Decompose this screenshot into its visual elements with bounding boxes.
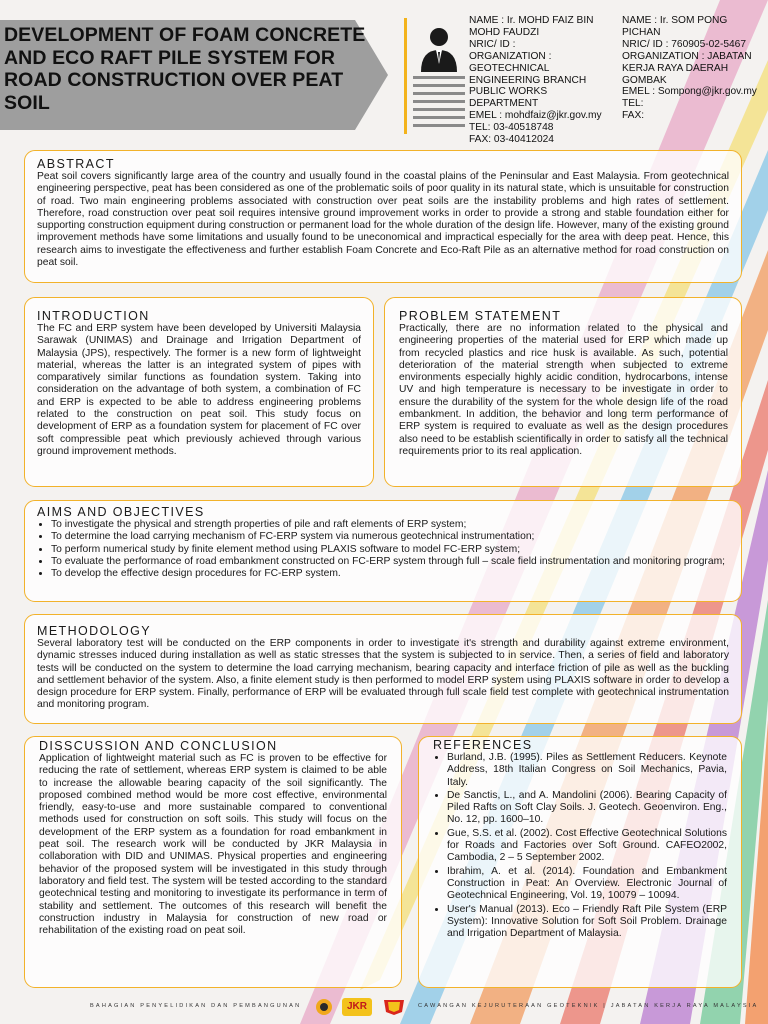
contact-email[interactable]: EMEL : mohdfaiz@jkr.gov.my (469, 110, 602, 122)
list-item: • Ibrahim, A. et al. (2014). Foundation and Embankment Construction in Peat: An Overview. Electronic Journal of Geotechnical Engineering, Vol. 19, 10079 – 10094. (447, 866, 727, 903)
list-item: • User's Manual (2013). Eco – Friendly Raft Pile System (ERP System): Innovative Solution for Soft Soil Problem. Drainage and Irrigation Department of Malaysia. (447, 904, 727, 941)
contact-line: PUBLIC WORKS (469, 86, 548, 98)
contact-line: MOHD FAUDZI (469, 26, 540, 38)
list-item: • De Sanctis, L., and A. Mandolini (2006). Bearing Capacity of Piled Rafts on Soft Clay Soils. J. Geotech. Geoenviron. Eng., No. 12, pp. 1600–10. (447, 790, 727, 827)
footer (0, 996, 768, 1020)
discussion-section (24, 736, 402, 988)
contact-line: NAME : Ir. SOM PONG (622, 15, 728, 26)
section-heading: DISSCUSSION AND CONCLUSION (39, 739, 278, 753)
decorative-lines (413, 76, 465, 132)
title-banner (0, 20, 388, 130)
list-item: • Gue, S.S. et al. (2002). Cost Effective Geotechnical Solutions for Roads and Factories over Soft Ground. CAFEO2002, Cambodia, 2 – 5 September 2002. (447, 828, 727, 865)
contact-line: PICHAN (622, 26, 661, 38)
contact-line: NRIC/ ID : 760905-02-5467 (622, 38, 747, 50)
jkr-logo-text: JKR (346, 1001, 367, 1012)
footer-right-text: CAWANGAN KEJURUTERAAN GEOTEKNIK | JABATAN KERJA RAYA MALAYSIA (418, 1003, 759, 1009)
problem-statement-section (384, 297, 742, 487)
methodology-text: Several laboratory test will be conducted on the ERP components in order to investigate it's strength and durability against extreme environment, dynamic stresses induced during installation as well as static stresses that the system is subjected to in service. Then, a series of field and laboratory tests will be conducted on the system to determine the load carrying mechanism, bearing capacity and interface friction of pile as well as the buckling and settlement behavior of the system. Also, a finite element study is then performed to model ERP system using PLAXIS software in order to develop a design procedure for ERP system. Finally, performance of ERP will be evaluated through full scale field test complete with geotechnical instrumentation and monitoring program. (37, 638, 729, 711)
section-heading: ABSTRACT (37, 157, 115, 171)
methodology-section (24, 614, 742, 724)
contact-line: DEPARTMENT (469, 98, 539, 110)
contact-line: TEL: (622, 98, 644, 110)
list-item: • To investigate the physical and strength properties of pile and raft elements of ERP system; (51, 519, 729, 531)
list-item: • To perform numerical study by finite element method using PLAXIS software to model FC-ERP system; (51, 544, 729, 556)
contact-line: FAX: 03-40412024 (469, 134, 554, 146)
section-heading: METHODOLOGY (37, 624, 152, 638)
discussion-text: Application of lightweight material such as FC is proven to be effective for reducing the rate of settlement, whereas ERP system is claimed to be able to increase the allowable bearing capacity of the soil significantly. The proposed combined method would be more cost effective, environmental friendly, easy-to-use and more sustainable compared to conventional methods used for construction on soft soils. This study will focus on the development of the ERP system as a foundation for road embankment in peat soil. The research work will be conducted by JKR Malaysia in collaboration with DID and UNIMAS. Physical properties and engineering behavior of the proposed system will be investigated in this study through laboratory and field test. The system will be tested according to the standard geotechnical testing and monitoring to investigate its performance in term of stability and settlement. The outcomes of this research will benefit the construction industry in Malaysia for construction of new road or rehabilitation of the existing road on peat soil. (39, 753, 387, 937)
contact-line: GOMBAK (622, 74, 667, 86)
references-section (418, 736, 742, 988)
introduction-section (24, 297, 374, 487)
section-heading: INTRODUCTION (37, 309, 150, 323)
list-item: • Burland, J.B. (1995). Piles as Settlement Reducers. Keynote Address, 18th Italian Congress on Soil Mechanics, Pavia, Italy. (447, 752, 727, 789)
footer-left-text: BAHAGIAN PENYELIDIKAN DAN PEMBANGUNAN (90, 1003, 302, 1009)
contact-line: KERJA RAYA DAERAH (622, 62, 729, 74)
aims-section (24, 500, 742, 602)
contact-line: ORGANIZATION : JABATAN (622, 50, 752, 62)
crest-logo-icon (310, 998, 338, 1016)
problem-text: Practically, there are no information related to the physical and engineering properties of the material used for ERP which made up from recycled plastics and rice husk is available. As such, potential deterioration of the material strength when subjected to extreme environments especially highly acidic condition, hydrocarbons, intense UV and high temperature is necessary to be investigate in order to ensure the durability of the system for the whole design life of the road embankment. In addition, the behavior and long term performance of ERP system is required to evaluate as well as the design procedures also need to be establish scientifically in order to satisfy all the technical requirements prior to its real application. (399, 323, 728, 457)
poster-title: DEVELOPMENT OF FOAM CONCRETE AND ECO RAFT PILE SYSTEM FOR ROAD CONSTRUCTION OVER PEAT SOIL (4, 24, 366, 114)
section-heading: PROBLEM STATEMENT (399, 309, 562, 323)
contact-line: GEOTECHNICAL (469, 62, 550, 74)
contact-left (469, 15, 619, 146)
list-item: • To evaluate the performance of road embankment constructed on FC-ERP system through full – scale field instrumentation and monitoring program; (51, 556, 729, 568)
person-icon (415, 24, 463, 72)
section-heading: AIMS AND OBJECTIVES (37, 505, 205, 519)
contact-line: NAME : Ir. MOHD FAIZ BIN (469, 15, 594, 26)
contact-line: FAX: (622, 110, 645, 122)
header-divider (404, 18, 407, 134)
contact-right (622, 15, 768, 122)
introduction-text: The FC and ERP system have been developed by Universiti Malaysia Sarawak (UNIMAS) and Drainage and Irrigation Department of Malaysia (JPS), respectively. The former is a new form of lightweight material, whereas the latter is an integrated system of pipes with comparatively similar functions as foundation system. Taking into consideration on the advantage of both system, a combination of FC and ERP is expected to be able to address engineering problems related to the construction on peat soil. This study focus on development of ERP as a foundation system for placement of FC over soft compressible peat which previously achieved through various ground improvement methods. (37, 323, 361, 457)
jkr-logo-icon (342, 998, 372, 1016)
contact-line: ENGINEERING BRANCH (469, 74, 587, 86)
contact-email[interactable]: EMEL : Sompong@jkr.gov.my (622, 86, 757, 98)
abstract-section (24, 150, 742, 283)
contact-line: NRIC/ ID : (469, 38, 516, 50)
contact-line: TEL: 03-40518748 (469, 122, 554, 134)
contact-line: ORGANIZATION : (469, 50, 552, 62)
section-heading: REFERENCES (433, 738, 533, 752)
list-item: • To determine the load carrying mechanism of FC-ERP system via numerous geotechnical instrumentation; (51, 531, 729, 543)
abstract-text: Peat soil covers significantly large area of the country and usually found in the coastal plains of the Peninsular and East Malaysia. From geotechnical engineering perspective, peat has been considered as one of the problematic soils of poor quality in its natural state, which is unsuitable for construction of road. Two main engineering problems associated with construction over peat soils are the instability problems and high rates of settlement. Therefore, road construction over peat soil requires intensive ground improvement works in order to provide a strong and stable foundation either for supporting construction equipment during construction or permanent load for the whole duration of the design life. However, many of the existing ground improvement methods have some limitations and usually found to be uneconomical and impractical especially for the area with deep peat. Hence, this research aims to investigate the effectiveness and further establish Foam Concrete and Eco-Raft Pile as an alternative method for road construction on peat soil. (37, 171, 730, 269)
list-item: • To develop the effective design procedures for FC-ERP system. (51, 568, 729, 580)
malaysia-crest-icon (380, 998, 408, 1016)
